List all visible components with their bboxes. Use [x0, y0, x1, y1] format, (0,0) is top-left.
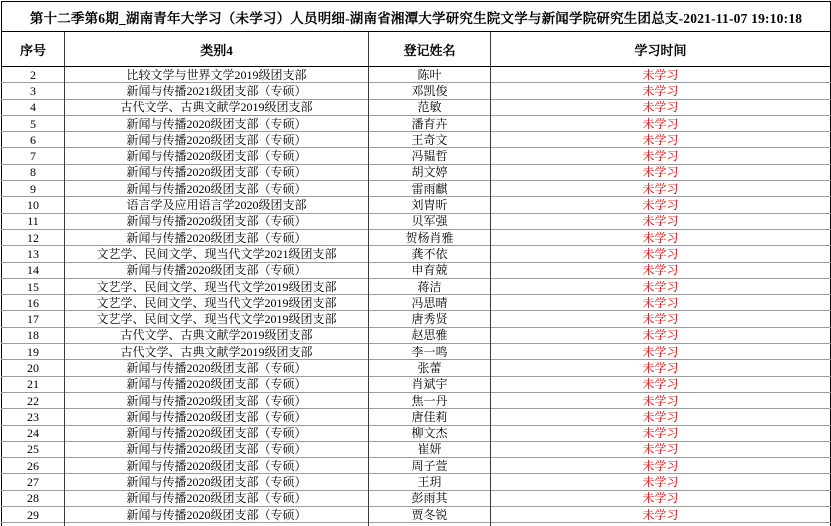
study-time-cell: 未学习 [491, 115, 831, 131]
study-time-cell: 未学习 [491, 507, 831, 523]
row-number-cell: 22 [2, 392, 65, 408]
category-cell: 新闻与传播2020级团支部（专硕） [65, 441, 369, 457]
category-cell: 新闻与传播2020级团支部（专硕） [65, 458, 369, 474]
row-number-cell: 13 [2, 246, 65, 262]
name-cell: 柳文杰 [369, 425, 491, 441]
study-time-cell: 未学习 [491, 474, 831, 490]
name-cell: 申育兢 [369, 262, 491, 278]
table-row [2, 344, 831, 360]
name-cell: 蒋洁 [369, 278, 491, 294]
table-row [2, 458, 831, 474]
table-row [2, 197, 831, 213]
row-number-cell: 19 [2, 344, 65, 360]
study-time-cell: 未学习 [491, 376, 831, 392]
category-cell: 新闻与传播2020级团支部（专硕） [65, 507, 369, 523]
title-row [2, 2, 831, 32]
study-time-cell: 未学习 [491, 360, 831, 376]
name-cell: 唐秀贤 [369, 311, 491, 327]
study-time-cell: 未学习 [491, 392, 831, 408]
study-time-cell: 未学习 [491, 295, 831, 311]
study-time-cell: 未学习 [491, 197, 831, 213]
name-cell: 胡文婷 [369, 164, 491, 180]
row-number-cell: 12 [2, 229, 65, 245]
study-time-cell: 未学习 [491, 181, 831, 197]
table-row [2, 425, 831, 441]
table-row [2, 278, 831, 294]
name-cell: 刘胄昕 [369, 197, 491, 213]
row-number-cell: 28 [2, 490, 65, 506]
category-cell: 语言学及应用语言学2020级团支部 [65, 197, 369, 213]
row-number-cell: 9 [2, 181, 65, 197]
row-number-cell: 6 [2, 132, 65, 148]
category-cell: 古代文学、古典文献学2019级团支部 [65, 327, 369, 343]
name-cell: 张蕾 [369, 360, 491, 376]
row-number-cell: 17 [2, 311, 65, 327]
table-row [2, 99, 831, 115]
category-cell: 新闻与传播2021级团支部（专硕） [65, 83, 369, 99]
name-cell: 雷雨麒 [369, 181, 491, 197]
name-cell: 冯思晴 [369, 295, 491, 311]
table-row [2, 83, 831, 99]
name-cell: 崔妍 [369, 441, 491, 457]
row-number-cell: 10 [2, 197, 65, 213]
category-cell: 古代文学、古典文献学2019级团支部 [65, 99, 369, 115]
name-cell: 贺杨肖雅 [369, 229, 491, 245]
study-time-cell: 未学习 [491, 164, 831, 180]
row-number-cell: 26 [2, 458, 65, 474]
table-row [2, 262, 831, 278]
name-cell: 贝军强 [369, 213, 491, 229]
name-cell: 彭雨其 [369, 490, 491, 506]
row-number-cell: 25 [2, 441, 65, 457]
table-row [2, 181, 831, 197]
study-time-cell: 未学习 [491, 132, 831, 148]
name-cell: 邓凯俊 [369, 83, 491, 99]
table-row [2, 229, 831, 245]
name-cell: 焦一丹 [369, 392, 491, 408]
table-row [2, 409, 831, 425]
table-row [2, 246, 831, 262]
row-number-cell: 27 [2, 474, 65, 490]
category-cell: 比较文学与世界文学2019级团支部 [65, 67, 369, 83]
name-cell: 范敏 [369, 99, 491, 115]
name-cell: 周子萱 [369, 458, 491, 474]
row-number-cell: 3 [2, 83, 65, 99]
category-cell: 文艺学、民间文学、现当代文学2019级团支部 [65, 295, 369, 311]
study-time-cell: 未学习 [491, 409, 831, 425]
category-cell: 新闻与传播2020级团支部（专硕） [65, 164, 369, 180]
table-row [2, 360, 831, 376]
name-cell: 唐佳莉 [369, 409, 491, 425]
table-row [2, 474, 831, 490]
category-cell: 新闻与传播2020级团支部（专硕） [65, 132, 369, 148]
table-row [2, 295, 831, 311]
table-row [2, 311, 831, 327]
study-time-cell: 未学习 [491, 229, 831, 245]
study-time-cell: 未学习 [491, 311, 831, 327]
col-header-name: 登记姓名 [369, 32, 491, 67]
row-number-cell: 23 [2, 409, 65, 425]
table-row [2, 132, 831, 148]
study-report-table [1, 1, 831, 526]
row-number-cell: 16 [2, 295, 65, 311]
row-number-cell: 20 [2, 360, 65, 376]
table-row [2, 392, 831, 408]
category-cell: 新闻与传播2020级团支部（专硕） [65, 392, 369, 408]
category-cell: 新闻与传播2020级团支部（专硕） [65, 262, 369, 278]
category-cell: 新闻与传播2020级团支部（专硕） [65, 490, 369, 506]
name-cell: 王玥 [369, 474, 491, 490]
name-cell: 李一鸣 [369, 344, 491, 360]
row-number-cell: 14 [2, 262, 65, 278]
category-cell: 新闻与传播2020级团支部（专硕） [65, 409, 369, 425]
row-number-cell: 24 [2, 425, 65, 441]
row-number-cell: 18 [2, 327, 65, 343]
table-row [2, 213, 831, 229]
category-cell: 新闻与传播2020级团支部（专硕） [65, 425, 369, 441]
name-cell: 潘育卉 [369, 115, 491, 131]
category-cell: 新闻与传播2020级团支部（专硕） [65, 474, 369, 490]
category-cell: 文艺学、民间文学、现当代文学2019级团支部 [65, 278, 369, 294]
study-time-cell: 未学习 [491, 441, 831, 457]
row-number-cell: 11 [2, 213, 65, 229]
study-time-cell: 未学习 [491, 490, 831, 506]
row-number-cell: 7 [2, 148, 65, 164]
category-cell: 新闻与传播2020级团支部（专硕） [65, 148, 369, 164]
row-number-cell: 15 [2, 278, 65, 294]
category-cell: 新闻与传播2020级团支部（专硕） [65, 181, 369, 197]
table-header-row [2, 32, 831, 67]
name-cell: 王奇文 [369, 132, 491, 148]
category-cell: 新闻与传播2020级团支部（专硕） [65, 115, 369, 131]
name-cell: 陈叶 [369, 67, 491, 83]
category-cell: 新闻与传播2020级团支部（专硕） [65, 213, 369, 229]
study-time-cell: 未学习 [491, 458, 831, 474]
table-body [2, 67, 831, 526]
col-header-category: 类别4 [65, 32, 369, 67]
study-time-cell: 未学习 [491, 246, 831, 262]
study-time-cell: 未学习 [491, 83, 831, 99]
study-time-cell: 未学习 [491, 344, 831, 360]
category-cell: 文艺学、民间文学、现当代文学2019级团支部 [65, 311, 369, 327]
table-row [2, 164, 831, 180]
row-number-cell: 4 [2, 99, 65, 115]
name-cell: 贾冬锐 [369, 507, 491, 523]
study-time-cell: 未学习 [491, 278, 831, 294]
table-row [2, 490, 831, 506]
category-cell: 新闻与传播2020级团支部（专硕） [65, 229, 369, 245]
study-time-cell: 未学习 [491, 327, 831, 343]
name-cell: 赵思雅 [369, 327, 491, 343]
study-time-cell: 未学习 [491, 99, 831, 115]
table-row [2, 327, 831, 343]
name-cell: 冯韫哲 [369, 148, 491, 164]
row-number-cell: 21 [2, 376, 65, 392]
study-time-cell: 未学习 [491, 425, 831, 441]
table-row [2, 441, 831, 457]
category-cell: 古代文学、古典文献学2019级团支部 [65, 344, 369, 360]
category-cell: 新闻与传播2020级团支部（专硕） [65, 360, 369, 376]
row-number-cell: 29 [2, 507, 65, 523]
row-number-cell: 8 [2, 164, 65, 180]
category-cell: 文艺学、民间文学、现当代文学2021级团支部 [65, 246, 369, 262]
category-cell: 新闻与传播2020级团支部（专硕） [65, 376, 369, 392]
col-header-study-time: 学习时间 [491, 32, 831, 67]
study-time-cell: 未学习 [491, 213, 831, 229]
name-cell: 肖斌宇 [369, 376, 491, 392]
report-title: 第十二季第6期_湖南青年大学习（未学习）人员明细-湖南省湘潭大学研究生院文学与新闻学院研究生团总支-2021-11-07 19:10:18 [2, 2, 831, 32]
table-row [2, 376, 831, 392]
study-time-cell: 未学习 [491, 148, 831, 164]
table-row [2, 115, 831, 131]
col-header-index: 序号 [2, 32, 65, 67]
table-row [2, 148, 831, 164]
study-time-cell: 未学习 [491, 67, 831, 83]
row-number-cell: 2 [30, 67, 36, 82]
table-row [2, 507, 831, 523]
row-number-cell: 5 [2, 115, 65, 131]
table-row [2, 67, 831, 83]
study-time-cell: 未学习 [491, 262, 831, 278]
name-cell: 龚不依 [369, 246, 491, 262]
